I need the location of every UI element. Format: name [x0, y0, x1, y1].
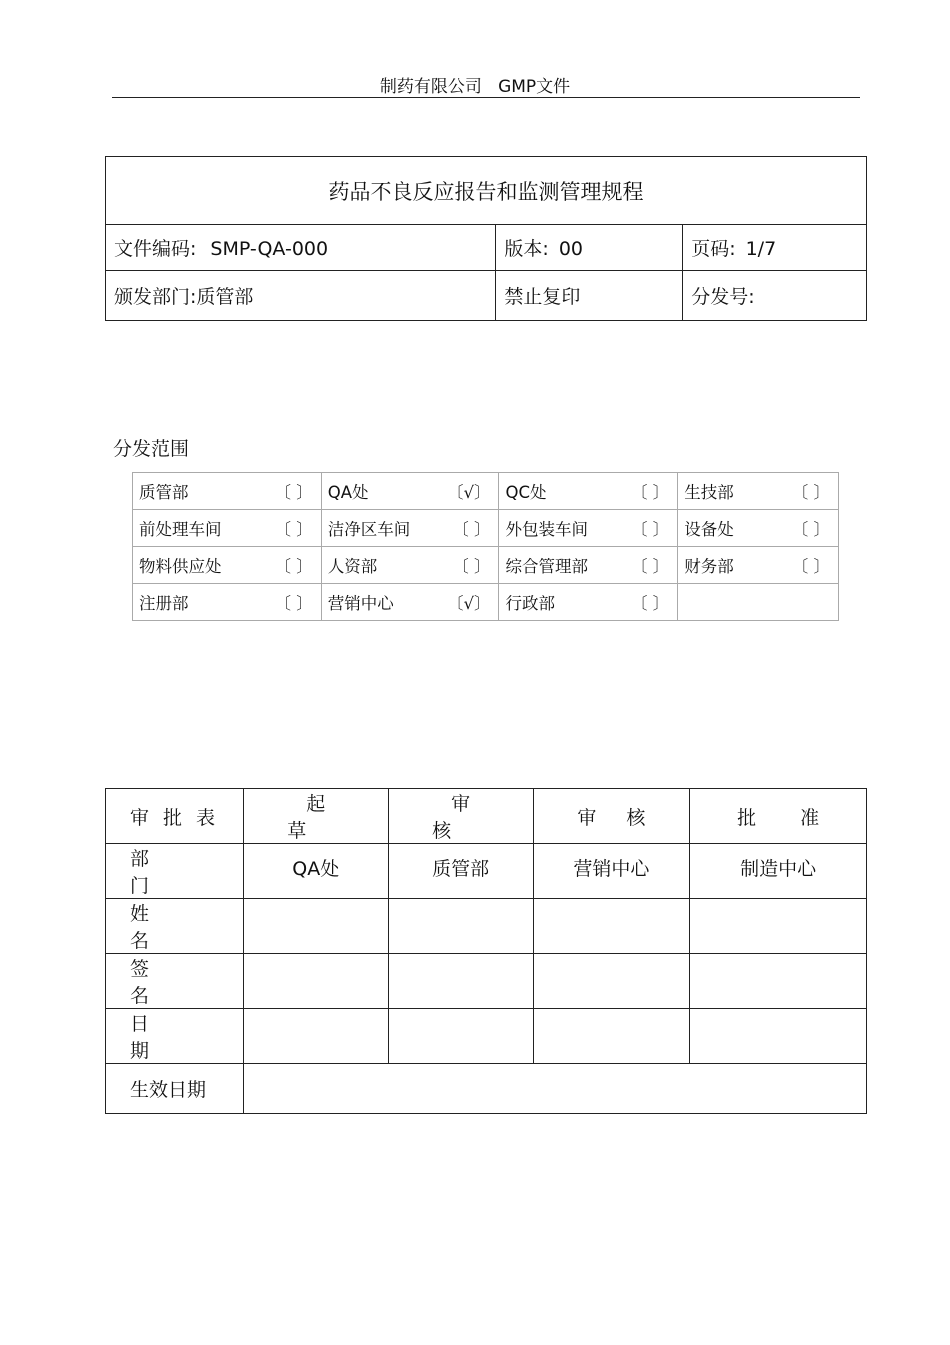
table-row [133, 584, 839, 621]
distribution-cell [678, 473, 839, 510]
table-row [106, 1064, 867, 1114]
distribution-scope-label: 分发范围 [113, 438, 190, 460]
date-field[interactable] [388, 1009, 533, 1064]
document-title: 药品不良反应报告和监测管理规程 [106, 157, 867, 225]
table-row [133, 473, 839, 510]
distribution-checkbox[interactable]: 〔 〕 [274, 557, 313, 576]
page-number-cell [683, 225, 867, 271]
distribution-table [132, 472, 839, 621]
distribution-checkbox[interactable]: 〔 〕 [452, 557, 491, 576]
issuer-cell [106, 271, 496, 321]
department-row-label: 部门 [106, 844, 244, 899]
column-header-review-1: 审核 [388, 789, 533, 844]
header-divider [112, 97, 860, 98]
effective-date-field[interactable] [243, 1064, 866, 1114]
table-row [106, 954, 867, 1009]
distribution-checkbox[interactable]: 〔 〕 [274, 520, 313, 539]
department-name: 营销中心 [327, 594, 394, 613]
distribution-checkbox[interactable]: 〔 〕 [791, 520, 830, 539]
distribution-cell [321, 510, 499, 547]
name-field[interactable] [388, 899, 533, 954]
distribution-cell [499, 473, 678, 510]
approval-table-label: 审批表 [106, 789, 244, 844]
department-name: 注册部 [139, 594, 189, 613]
department-approve: 制造中心 [690, 844, 867, 899]
copy-notice: 禁止复印 [496, 271, 683, 321]
department-name: 前处理车间 [139, 520, 222, 539]
column-header-approve: 批准 [690, 789, 867, 844]
date-row-label: 日期 [106, 1009, 244, 1064]
table-row [106, 1009, 867, 1064]
signature-field[interactable] [243, 954, 388, 1009]
document-code-label: 文件编码: [114, 238, 197, 260]
document-info-table [105, 156, 867, 321]
distribution-number-label: 分发号: [683, 271, 867, 321]
table-row [106, 899, 867, 954]
table-row [106, 789, 867, 844]
page-number-value: 1/7 [745, 238, 777, 260]
department-name: 生技部 [684, 483, 734, 502]
column-header-draft: 起草 [243, 789, 388, 844]
department-name: 洁净区车间 [327, 520, 411, 539]
distribution-checkbox[interactable]: 〔 〕 [630, 594, 670, 613]
department-draft: QA处 [243, 844, 388, 899]
name-row-label: 姓名 [106, 899, 244, 954]
document-code-cell [106, 225, 496, 271]
header-company: 制药有限公司 [379, 77, 482, 97]
distribution-checkbox[interactable]: 〔 〕 [274, 483, 313, 502]
distribution-checkbox[interactable]: 〔 〕 [274, 594, 313, 613]
distribution-cell [678, 547, 839, 584]
department-review-1: 质管部 [388, 844, 533, 899]
distribution-cell [133, 510, 322, 547]
name-field[interactable] [690, 899, 867, 954]
distribution-checkbox[interactable]: 〔√〕 [446, 594, 491, 613]
distribution-cell-empty [678, 584, 839, 621]
name-field[interactable] [533, 899, 690, 954]
department-name: 物料供应处 [139, 557, 222, 576]
table-row [106, 844, 867, 899]
approval-table [105, 788, 867, 1114]
distribution-cell [133, 584, 322, 621]
document-code-value: SMP-QA-000 [210, 238, 329, 260]
distribution-cell [321, 473, 499, 510]
department-name: 人资部 [327, 557, 378, 576]
distribution-cell [499, 547, 678, 584]
issuer-value: 质管部 [196, 286, 254, 308]
department-name: 外包装车间 [505, 520, 588, 539]
date-field[interactable] [243, 1009, 388, 1064]
department-name: 行政部 [505, 594, 555, 613]
date-field[interactable] [533, 1009, 690, 1064]
signature-field[interactable] [388, 954, 533, 1009]
department-name: QA处 [327, 483, 369, 502]
version-value: 00 [558, 238, 584, 260]
distribution-checkbox[interactable]: 〔 〕 [630, 520, 670, 539]
distribution-cell [678, 510, 839, 547]
page-header [0, 72, 950, 97]
signature-field[interactable] [533, 954, 690, 1009]
distribution-checkbox[interactable]: 〔 〕 [452, 520, 491, 539]
table-row [133, 510, 839, 547]
distribution-cell [133, 547, 322, 584]
department-name: 财务部 [684, 557, 734, 576]
department-name: 设备处 [684, 520, 734, 539]
version-label: 版本: [504, 238, 549, 260]
date-field[interactable] [690, 1009, 867, 1064]
effective-date-label: 生效日期 [106, 1064, 244, 1114]
version-cell [496, 225, 683, 271]
distribution-cell [133, 473, 322, 510]
distribution-checkbox[interactable]: 〔 〕 [630, 557, 670, 576]
distribution-checkbox[interactable]: 〔 〕 [791, 557, 830, 576]
distribution-cell [499, 584, 678, 621]
header-doc-type: GMP文件 [498, 77, 571, 97]
department-name: 质管部 [139, 483, 189, 502]
signature-row-label: 签名 [106, 954, 244, 1009]
distribution-cell [321, 584, 499, 621]
department-name: QC处 [505, 483, 547, 502]
distribution-cell [321, 547, 499, 584]
department-name: 综合管理部 [505, 557, 588, 576]
distribution-checkbox[interactable]: 〔√〕 [446, 483, 491, 502]
signature-field[interactable] [690, 954, 867, 1009]
distribution-checkbox[interactable]: 〔 〕 [630, 483, 670, 502]
distribution-checkbox[interactable]: 〔 〕 [791, 483, 830, 502]
table-row [133, 547, 839, 584]
distribution-cell [499, 510, 678, 547]
name-field[interactable] [243, 899, 388, 954]
issuer-label: 颁发部门: [114, 286, 197, 308]
column-header-review-2: 审核 [533, 789, 690, 844]
page-number-label: 页码: [691, 238, 736, 260]
department-review-2: 营销中心 [533, 844, 690, 899]
